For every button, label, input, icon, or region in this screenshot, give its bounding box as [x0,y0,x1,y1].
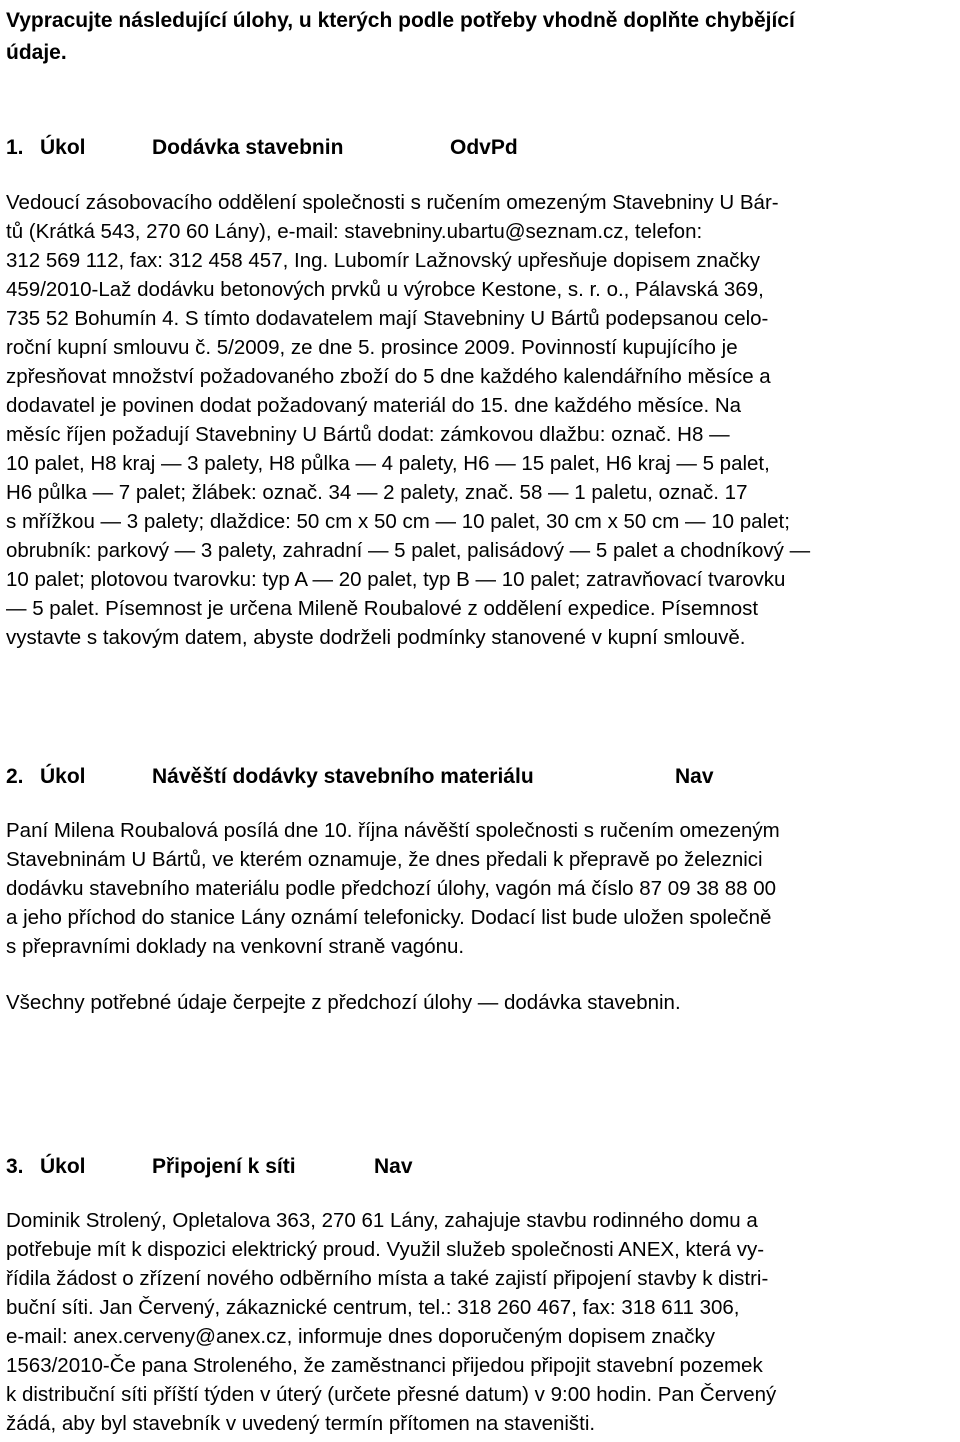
task-title: Připojení k síti [152,1155,296,1178]
text-line: H6 půlka — 7 palet; žlábek: označ. 34 — 2 palety, znač. 58 — 1 paletu, označ. 17 [6,481,748,504]
task-1-text [6,188,810,652]
task-2-heading [6,762,714,791]
text-line: s mřížkou — 3 palety; dlaždice: 50 cm x 50 cm — 10 palet, 30 cm x 50 cm — 10 palet; [6,510,790,533]
text-line: tů (Krátká 543, 270 60 Lány), e-mail: stavebniny.ubartu@seznam.cz, telefon: [6,220,703,243]
text-line: a jeho příchod do stanice Lány oznámí telefonicky. Dodací list bude uložen společně [6,906,772,929]
task-word: Úkol [40,1155,86,1178]
task-word: Úkol [40,136,86,159]
task-code: OdvPd [450,136,518,159]
text-line: 735 52 Bohumín 4. S tímto dodavatelem mají Stavebniny U Bártů podepsanou celo- [6,307,769,330]
text-line: potřebuje mít k dispozici elektrický proud. Využil služeb společnosti ANEX, která vy- [6,1238,765,1261]
task-3-text [6,1206,776,1438]
task-code: Nav [675,765,714,788]
task-word: Úkol [40,765,86,788]
task-number: 3. [6,1155,24,1178]
text-line: obrubník: parkový — 3 palety, zahradní — 5 palet, palisádový — 5 palet a chodníkový — [6,539,811,562]
text-line: dodavatel je povinen dodat požadovaný materiál do 15. dne každého měsíce. Na [6,394,742,417]
text-line: Vedoucí zásobovacího oddělení společnosti s ručením omezeným Stavebniny U Bár- [6,191,779,214]
instructions [6,0,795,67]
text-line: měsíc říjen požadují Stavebniny U Bártů dodat: zámkovou dlažbu: označ. H8 — [6,423,730,446]
task-3-heading [6,1152,413,1181]
text-line: Dominik Strolený, Opletalova 363, 270 61 Lány, zahajuje stavbu rodinného domu a [6,1209,758,1232]
text-line: roční kupní smlouvu č. 5/2009, ze dne 5. prosince 2009. Povinností kupujícího je [6,336,738,359]
task-1-heading [6,133,518,162]
task-title: Dodávka stavebnin [152,136,344,159]
task-number: 1. [6,136,24,159]
instructions-line: údaje. [6,41,67,64]
text-line: — 5 palet. Písemnost je určena Mileně Roubalové z oddělení expedice. Písemnost [6,597,759,620]
text-line: e-mail: anex.cerveny@anex.cz, informuje dnes doporučeným dopisem značky [6,1325,716,1348]
task-code: Nav [374,1155,413,1178]
text-line: žádá, aby byl stavebník v uvedený termín přítomen na staveništi. [6,1412,596,1435]
task-title: Návěští dodávky stavebního materiálu [152,765,534,788]
text-line: zpřesňovat množství požadovaného zboží do 5 dne každého kalendářního měsíce a [6,365,771,388]
task-2-text [6,816,780,961]
text-line: dodávku stavebního materiálu podle předchozí úlohy, vagón má číslo 87 09 38 88 00 [6,877,777,900]
text-line: Všechny potřebné údaje čerpejte z předchozí úlohy — dodávka stavebnin. [6,991,681,1014]
text-line: vystavte s takovým datem, abyste dodrželi podmínky stanovené v kupní smlouvě. [6,626,746,649]
text-line: 10 palet, H8 kraj — 3 palety, H8 půlka — 4 palety, H6 — 15 palet, H6 kraj — 5 palet, [6,452,770,475]
task-number: 2. [6,765,24,788]
text-line: buční síti. Jan Červený, zákaznické centrum, tel.: 318 260 467, fax: 318 611 306, [6,1296,740,1319]
text-line: s přepravními doklady na venkovní straně vagónu. [6,935,465,958]
text-line: 10 palet; plotovou tvarovku: typ A — 20 palet, typ B — 10 palet; zatravňovací tvarovku [6,568,786,591]
text-line: řídila žádost o zřízení nového odběrního místa a také zajistí připojení stavby k distri- [6,1267,769,1290]
text-line: 1563/2010-Če pana Stroleného, že zaměstnanci přijedou připojit stavební pozemek [6,1354,763,1377]
task-2-note [6,988,681,1017]
text-line: k distribuční síti příští týden v úterý (určete přesné datum) v 9:00 hodin. Pan Červený [6,1383,777,1406]
text-line: 312 569 112, fax: 312 458 457, Ing. Lubomír Lažnovský upřesňuje dopisem značky [6,249,761,272]
instructions-line: Vypracujte následující úlohy, u kterých podle potřeby vhodně doplňte chybějící [6,9,795,32]
text-line: Stavebninám U Bártů, ve kterém oznamuje, že dnes předali k přepravě po železnici [6,848,763,871]
text-line: Paní Milena Roubalová posílá dne 10. října návěští společnosti s ručením omezeným [6,819,780,842]
text-line: 459/2010-Laž dodávku betonových prvků u výrobce Kestone, s. r. o., Pálavská 369, [6,278,764,301]
